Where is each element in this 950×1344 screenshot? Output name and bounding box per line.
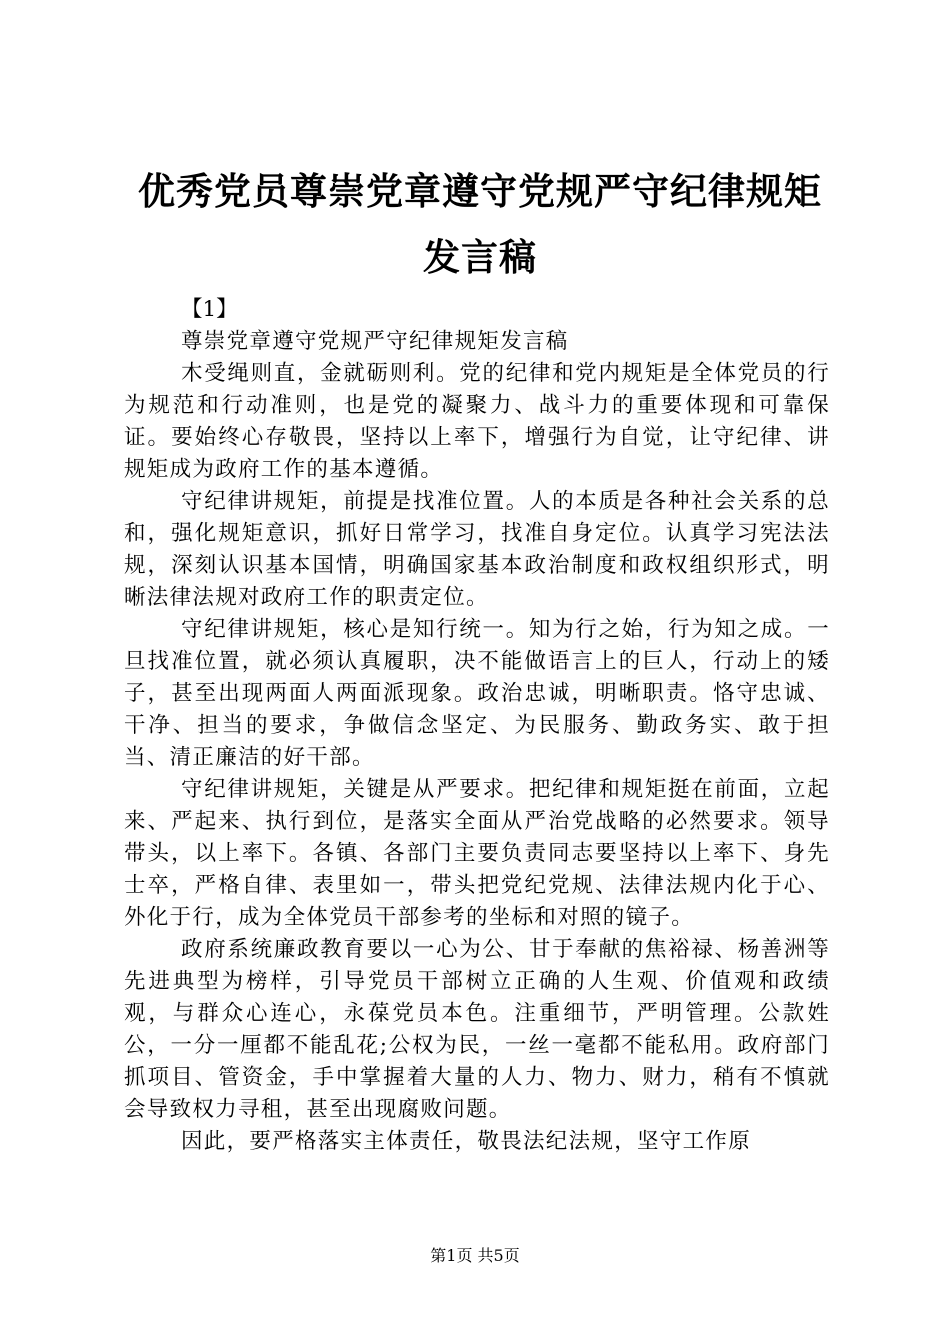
section-marker: 【1】 xyxy=(181,297,238,322)
speech-subtitle: 尊崇党章遵守党规严守纪律规矩发言稿 xyxy=(181,329,569,354)
paragraph-5: 政府系统廉政教育要以一心为公、甘于奉献的焦裕禄、杨善洲等先进典型为榜样，引导党员干部树立正确的人生观、价值观和政绩观，与群众心连心，永葆党员本色。注重细节，严明管理。公款姓公，一分一厘都不能乱花;公权为民，一丝一毫都不能私用。政府部门抓项目、管资金，手中掌握着大量的人力、物力、财力，稍有不慎就会导致权力寻租，甚至出现腐败问题。 xyxy=(124,937,830,1122)
paragraph-2: 守纪律讲规矩，前提是找准位置。人的本质是各种社会关系的总和，强化规矩意识，抓好日常学习，找准自身定位。认真学习宪法法规，深刻认识基本国情，明确国家基本政治制度和政权组织形式，明晰法律法规对政府工作的职责定位。 xyxy=(124,489,830,610)
document-body xyxy=(124,294,830,1158)
paragraph-3: 守纪律讲规矩，核心是知行统一。知为行之始，行为知之成。一旦找准位置，就必须认真履职，决不能做语言上的巨人，行动上的矮子，甚至出现两面人两面派现象。政治忠诚，明晰职责。恪守忠诚、干净、担当的要求，争做信念坚定、为民服务、勤政务实、敢于担当、清正廉洁的好干部。 xyxy=(124,617,830,770)
paragraph-1: 木受绳则直，金就砺则利。党的纪律和党内规矩是全体党员的行为规范和行动准则，也是党的凝聚力、战斗力的重要体现和可靠保证。要始终心存敬畏，坚持以上率下，增强行为自觉，让守纪律、讲规矩成为政府工作的基本遵循。 xyxy=(124,361,830,482)
page-footer: 第1页 共5页 xyxy=(430,1246,520,1265)
page-title: 优秀党员尊崇党章遵守党规严守纪律规矩发言稿 xyxy=(138,169,822,279)
paragraph-4: 守纪律讲规矩，关键是从严要求。把纪律和规矩挺在前面，立起来、严起来、执行到位，是落实全面从严治党战略的必然要求。领导带头，以上率下。各镇、各部门主要负责同志要坚持以上率下、身先士卒，严格自律、表里如一，带头把党纪党规、法律法规内化于心、外化于行，成为全体党员干部参考的坐标和对照的镜子。 xyxy=(124,777,830,930)
paragraph-6: 因此，要严格落实主体责任，敬畏法纪法规，坚守工作原 xyxy=(181,1129,752,1154)
